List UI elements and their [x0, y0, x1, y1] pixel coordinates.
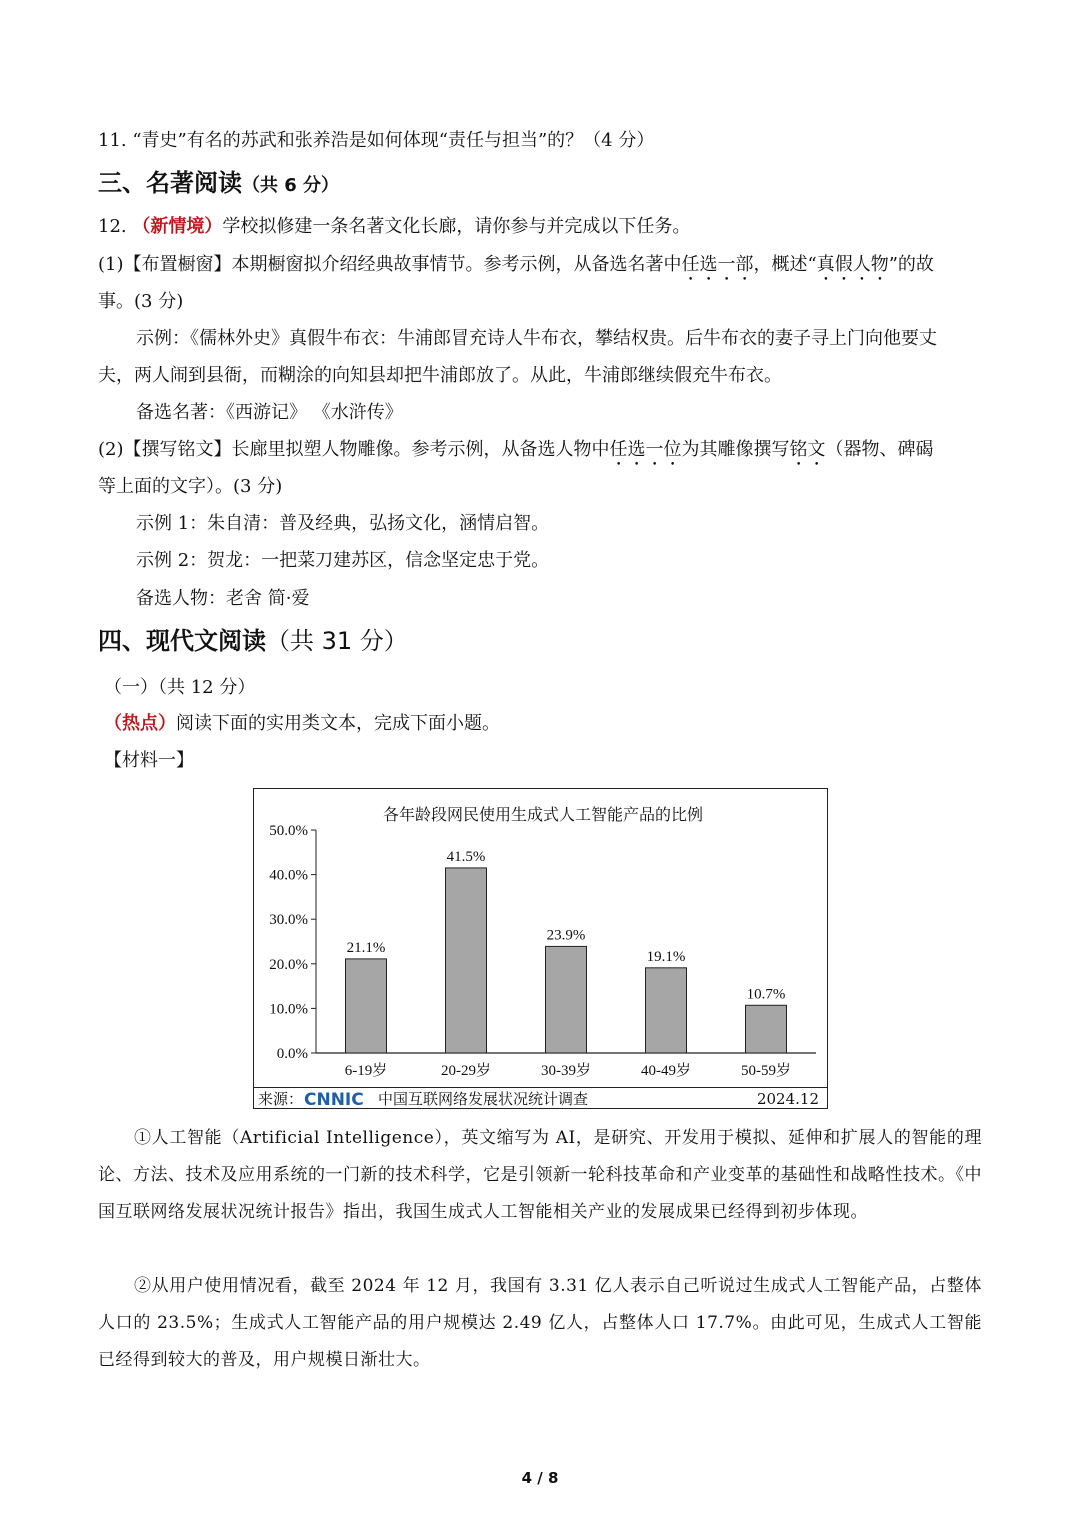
section-4-title: 四、现代文阅读 [98, 627, 266, 655]
question-12-intro [98, 215, 690, 239]
task-1-emphasis-2: 真假人物 [816, 254, 889, 275]
y-tick-label: 30.0% [269, 912, 308, 929]
section-3-score: （共 6 分） [242, 175, 340, 196]
task-1-suffix: ”的故 [888, 254, 934, 275]
task-2-emphasis-2: 铭文 [789, 439, 826, 460]
task-1-mid: ，概述“ [753, 254, 817, 275]
task-2-example-1: 示例 1：朱自清：普及经典，弘扬文化，涵情启智。 [136, 513, 550, 534]
part-1-instruction: 阅读下面的实用类文本，完成下面小题。 [176, 713, 500, 734]
page-number: 4 / 8 [521, 1469, 559, 1487]
paragraph-2: ②从用户使用情况看，截至 2024 年 12 月，我国有 3.31 亿人表示自己听说过生成式人工智能产品，占整体人口的 23.5%；生成式人工智能产品的用户规模达 2.49 亿人，占整体人口 17.7%。由此可见，生成式人工智能已经得到较大的普及，用户规模日渐壮大。 [98, 1276, 982, 1370]
bar-chart [253, 788, 828, 1109]
task-1-prefix: (1)【布置橱窗】本期橱窗拟介绍经典故事情节。参考示例，从备选名著中 [98, 254, 682, 275]
y-tick-label: 40.0% [269, 867, 308, 884]
new-context-tag: （新情境） [132, 216, 223, 237]
source-name: 中国互联网络发展状况统计调查 [378, 1090, 589, 1108]
chart-source-row [254, 1087, 827, 1110]
question-11: 11. “青史”有名的苏武和张养浩是如何体现“责任与担当”的？（4 分） [98, 130, 655, 151]
bar-value-label: 23.9% [546, 927, 586, 944]
bar [646, 968, 687, 1053]
question-12-intro-text: 学校拟修建一条名著文化长廊，请你参与并完成以下任务。 [222, 216, 691, 237]
section-3-title: 三、名著阅读 [98, 169, 242, 197]
x-tick-label: 6-19岁 [344, 1063, 388, 1079]
bar-value-label: 10.7% [746, 986, 786, 1003]
x-tick-label: 20-29岁 [441, 1063, 491, 1079]
task-2-suffix: （器物、碑碣 [825, 439, 934, 460]
bar [546, 946, 587, 1053]
task-2-prefix: (2)【撰写铭文】长廊里拟塑人物雕像。参考示例，从备选人物中 [98, 439, 610, 460]
source-date: 2024.12 [756, 1090, 819, 1108]
chart-canvas [254, 789, 826, 1087]
bar [446, 868, 487, 1053]
y-tick-label: 0.0% [276, 1046, 308, 1062]
x-tick-label: 30-39岁 [541, 1063, 591, 1079]
bar-value-label: 19.1% [646, 948, 686, 965]
part-1-label: （一）（共 12 分） [104, 677, 256, 698]
bar-value-label: 41.5% [446, 848, 486, 865]
y-tick-label: 10.0% [269, 1001, 308, 1018]
cnnic-logo: CNNIC [304, 1090, 364, 1110]
task-1-line-1 [98, 253, 934, 285]
task-2-emphasis-1: 任选一位 [609, 439, 682, 460]
task-2-line-1 [98, 438, 934, 470]
task-1-options: 备选名著：《西游记》 《水浒传》 [136, 402, 403, 423]
task-2-example-2: 示例 2：贺龙：一把菜刀建苏区，信念坚定忠于党。 [136, 550, 550, 571]
chart-title: 各年龄段网民使用生成式人工智能产品的比例 [382, 807, 704, 824]
task-1-example-line-1: 示例：《儒林外史》真假牛布衣：牛浦郎冒充诗人牛布衣，攀结权贵。后牛布衣的妻子寻上门向他要丈 [136, 328, 937, 349]
task-2-options: 备选人物：老舍 简·爱 [136, 588, 310, 609]
task-1-emphasis-1: 任选一部 [681, 254, 754, 275]
task-1-example-line-2: 夫，两人闹到县衙，而糊涂的向知县却把牛浦郎放了。从此，牛浦郎继续假充牛布衣。 [98, 365, 782, 386]
task-2-mid: 为其雕像撰写 [681, 439, 790, 460]
x-tick-label: 50-59岁 [741, 1063, 791, 1079]
material-1-label: 【材料一】 [104, 750, 194, 771]
section-3-heading [98, 168, 339, 201]
x-tick-label: 40-49岁 [641, 1063, 691, 1079]
y-tick-label: 50.0% [269, 823, 308, 839]
bar [746, 1005, 787, 1053]
task-2-line-2: 等上面的文字）。(3 分) [98, 476, 283, 497]
bar [346, 959, 387, 1053]
part-1-instruction-row [104, 712, 500, 736]
section-4-score: （共 31 分） [266, 627, 408, 655]
task-1-line-2: 事。(3 分) [98, 291, 184, 312]
y-tick-label: 20.0% [269, 956, 308, 973]
section-4-heading [98, 626, 408, 656]
paragraph-1: ①人工智能（Artificial Intelligence），英文缩写为 AI，是研究、开发用于模拟、延伸和扩展人的智能的理论、方法、技术及应用系统的一门新的技术科学，它是引领新一轮科技革命和产业变革的基础性和战略性技术。《中国互联网络发展状况统计报告》指出，我国生成式人工智能相关产业的发展成果已经得到初步体现。 [98, 1128, 982, 1222]
question-12-number: 12. [98, 216, 127, 237]
hot-topic-tag: （热点） [104, 713, 176, 734]
bar-value-label: 21.1% [346, 939, 386, 956]
source-label: 来源： [258, 1090, 304, 1108]
